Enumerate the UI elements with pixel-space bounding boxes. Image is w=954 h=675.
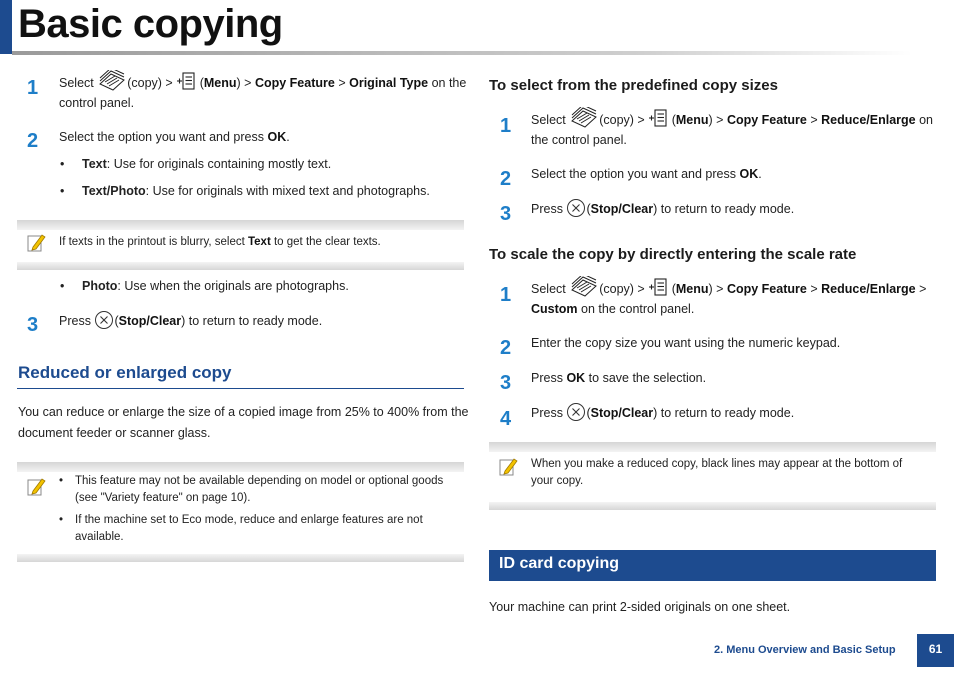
- step-1-text: Select (copy) > (Menu) > Copy Feature > Reduce/Enlarge on: [531, 107, 933, 129]
- note-text: When you make a reduced copy, black lines may appear at the bottom of: [531, 458, 903, 470]
- step-number: 2: [500, 337, 512, 359]
- note-bullet-text: (see "Variety feature" on page 10).: [75, 492, 251, 504]
- section-paragraph-line2: document feeder or scanner glass.: [18, 426, 211, 440]
- section-banner-title: ID card copying: [499, 555, 620, 572]
- note-pencil-icon: [498, 456, 518, 478]
- section-paragraph: Your machine can print 2-sided originals on one sheet.: [489, 600, 791, 614]
- step-3-text: Press (Stop/Clear) to return to ready mode.: [59, 310, 322, 330]
- step-1-text-line2: the control panel.: [531, 133, 627, 147]
- step-number: 3: [500, 372, 512, 394]
- section-paragraph-line1: You can reduce or enlarge the size of a copied image from 25% to 400% from the: [18, 405, 469, 419]
- step-3-text: Press (Stop/Clear) to return to ready mode.: [531, 198, 794, 218]
- menu-icon: [176, 72, 196, 92]
- note-bullet-dot: •: [59, 475, 64, 487]
- step-number: 2: [500, 168, 512, 190]
- step-2-text: Select the option you want and press OK.: [531, 167, 762, 181]
- section-rule: [17, 388, 464, 389]
- copy-icon: [97, 70, 127, 92]
- note-pencil-icon: [26, 232, 46, 254]
- step-4-text: Press (Stop/Clear) to return to ready mode.: [531, 402, 794, 422]
- stop-clear-icon: [566, 198, 586, 218]
- stop-clear-icon: [566, 402, 586, 422]
- note-bullet-dot: •: [59, 514, 64, 526]
- note-bullet-text: If the machine set to Eco mode, reduce and enlarge features are not: [75, 514, 423, 526]
- step-2-text: Enter the copy size you want using the numeric keypad.: [531, 336, 841, 350]
- note-pencil-icon: [26, 476, 46, 498]
- step-1-text: Select (copy) > (Menu) > Copy Feature > Reduce/Enlarge >: [531, 276, 926, 298]
- step-number: 3: [500, 203, 512, 225]
- step-3-text: Press OK to save the selection.: [531, 371, 707, 385]
- note-bullet-text: This feature may not be available depending on model or optional goods: [75, 475, 444, 487]
- footer-chapter: 2. Menu Overview and Basic Setup: [714, 644, 896, 656]
- step-number: 1: [500, 284, 512, 306]
- note-text: your copy.: [531, 475, 584, 487]
- stop-clear-icon: [94, 310, 114, 330]
- step-1-text: Select (copy) > (Menu) > Copy Feature > Original Type on the: [59, 70, 466, 92]
- note-text: If texts in the printout is blurry, select Text to get the clear texts.: [59, 236, 381, 248]
- page-number: 61: [917, 634, 954, 667]
- note-box: [17, 220, 464, 270]
- step-number: 2: [27, 130, 39, 152]
- step-1-text-line2: Custom on the control panel.: [531, 302, 695, 316]
- section-heading: Reduced or enlarged copy: [18, 363, 232, 382]
- menu-icon: [648, 109, 668, 129]
- step-number: 3: [27, 314, 39, 336]
- note-box: [17, 462, 464, 562]
- subsection-heading: To select from the predefined copy sizes: [489, 77, 778, 94]
- title-accent-bar: [0, 0, 12, 54]
- copy-icon: [569, 107, 599, 129]
- step-1-text-line2: control panel.: [59, 96, 135, 110]
- copy-icon: [569, 276, 599, 298]
- title-underline: [12, 51, 912, 55]
- note-bullet-text: available.: [75, 531, 124, 543]
- section-banner: [489, 550, 936, 581]
- step-2-text: Select the option you want and press OK.: [59, 130, 290, 144]
- note-box: [489, 442, 936, 510]
- page-title: Basic copying: [18, 2, 283, 46]
- step-number: 4: [500, 408, 512, 430]
- step-number: 1: [500, 115, 512, 137]
- step-number: 1: [27, 77, 39, 99]
- menu-icon: [648, 278, 668, 298]
- subsection-heading: To scale the copy by directly entering the scale rate: [489, 246, 857, 263]
